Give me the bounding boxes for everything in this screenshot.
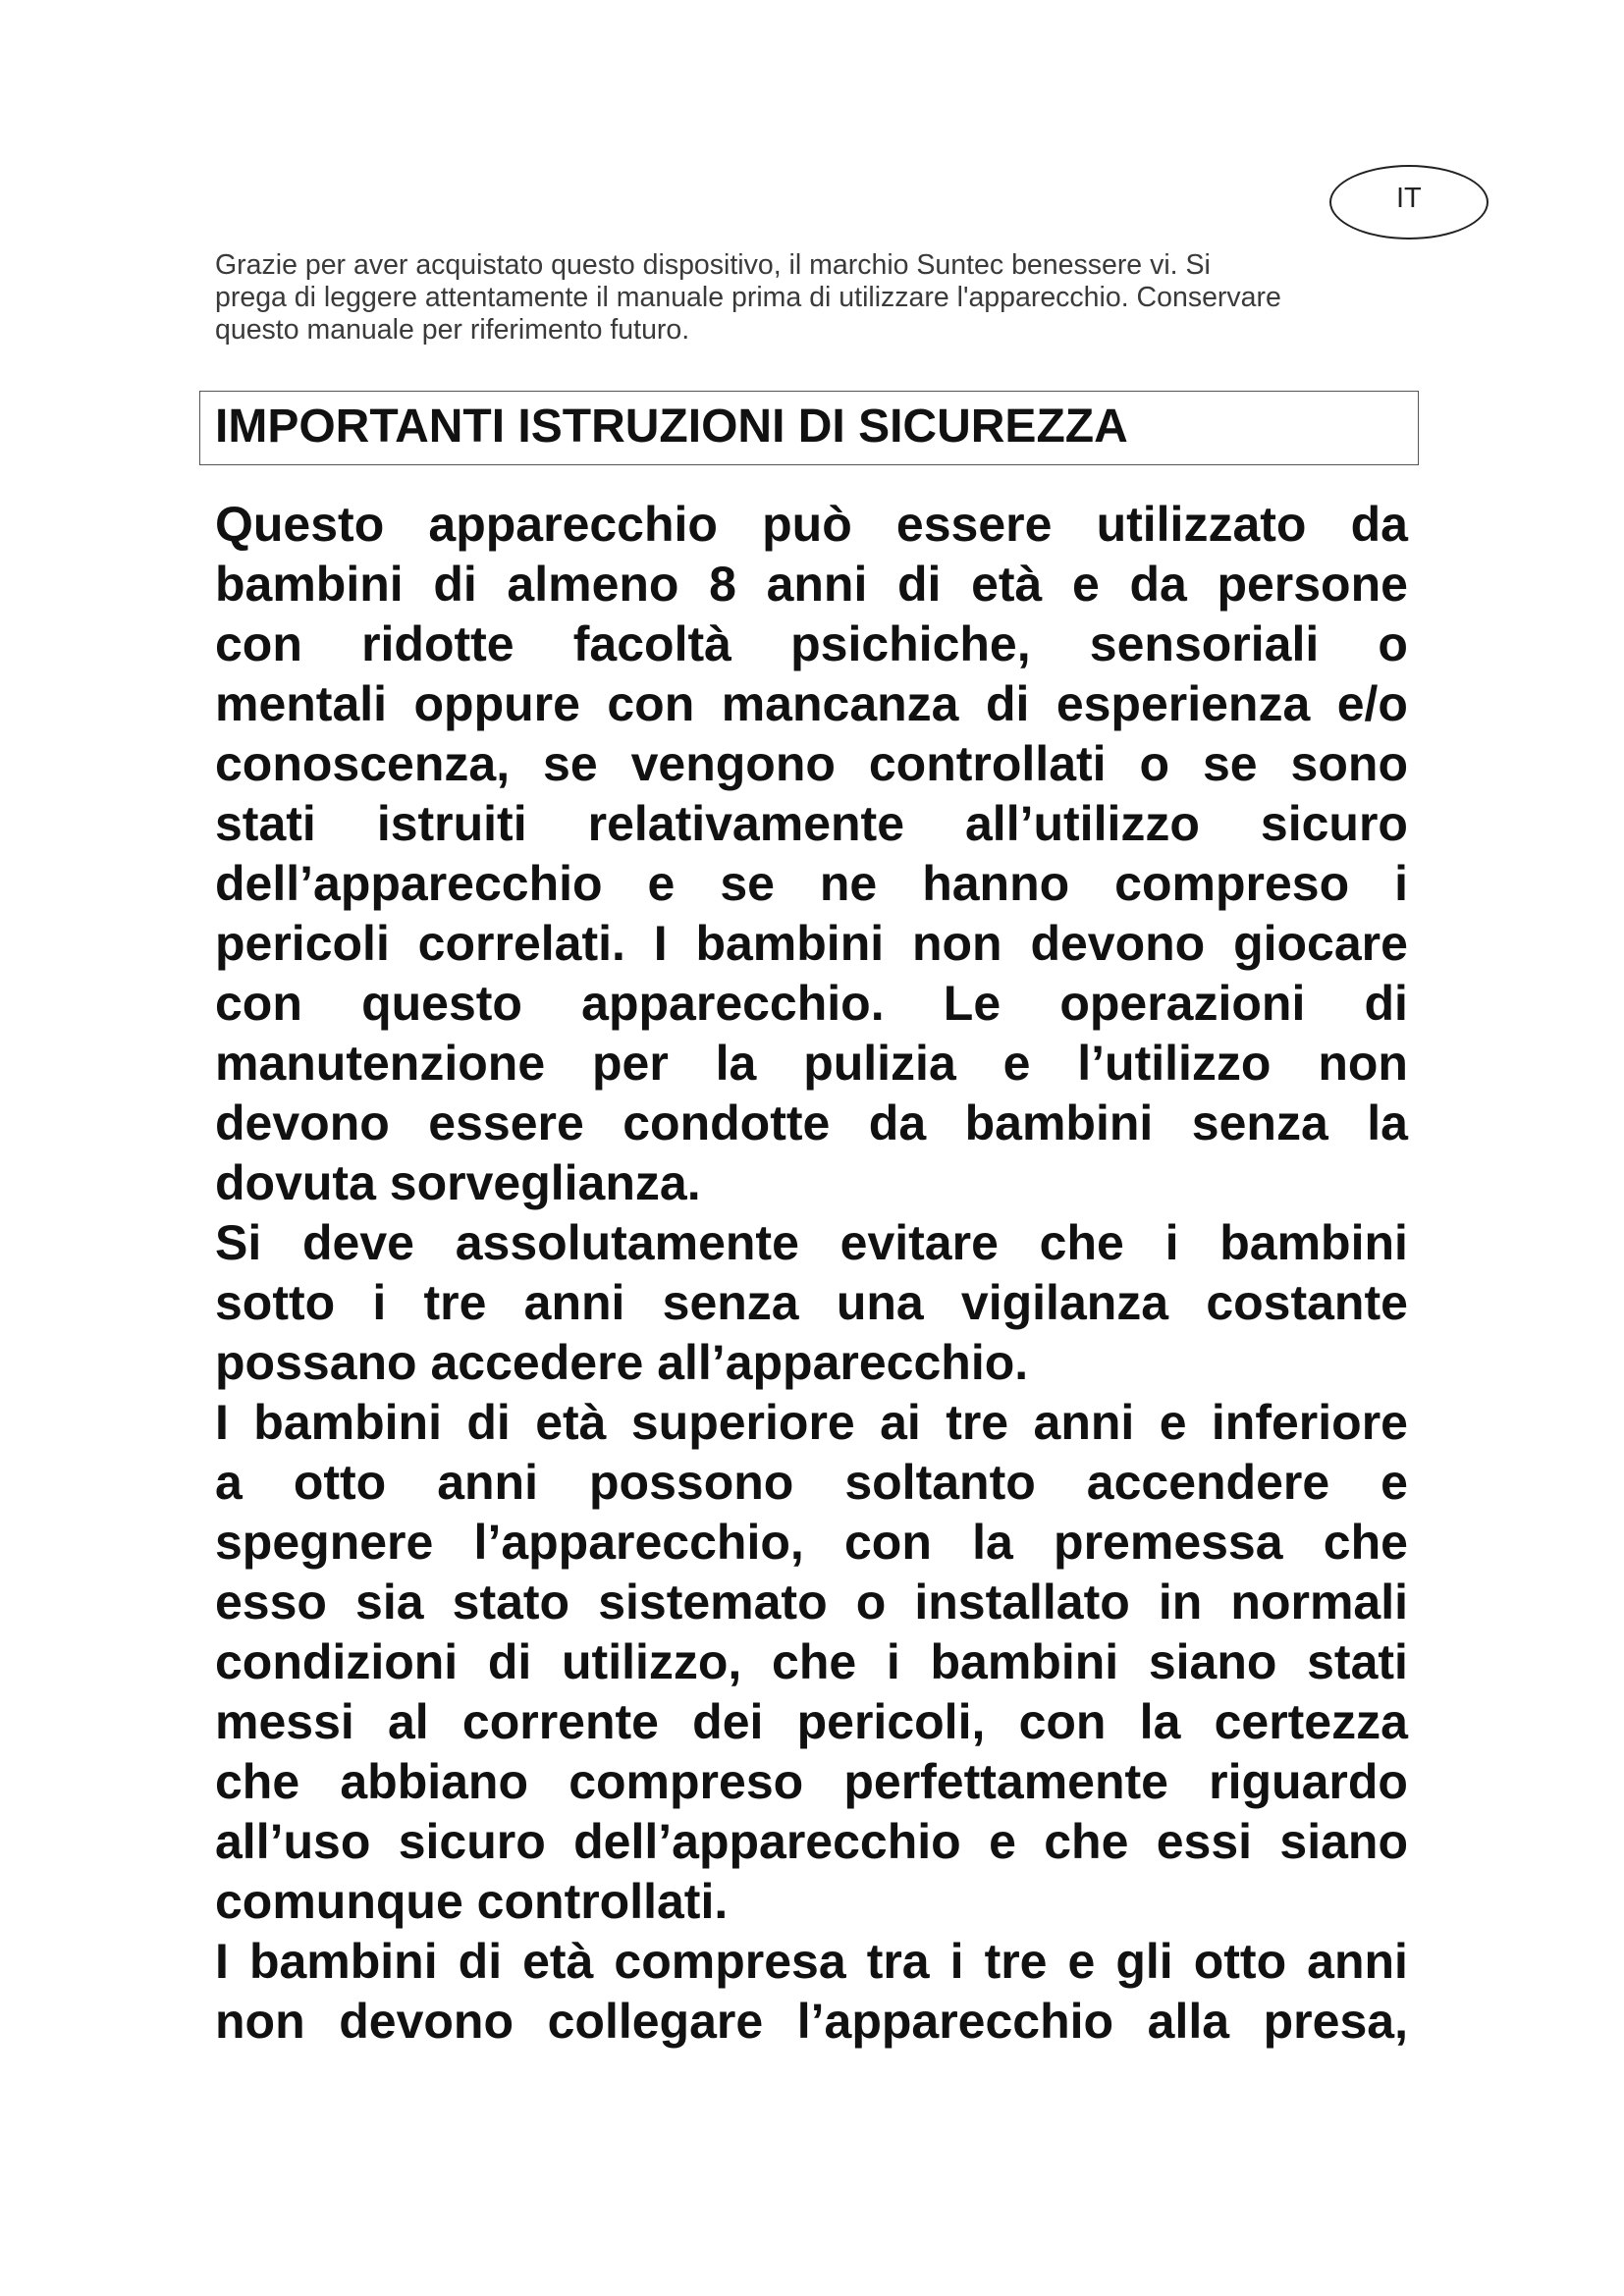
- body-word: otto: [1193, 1934, 1287, 1989]
- body-word: Questo: [215, 497, 385, 552]
- body-word: che: [1039, 1215, 1124, 1270]
- body-word: condotte: [623, 1095, 831, 1150]
- body-line: [215, 1573, 1408, 1632]
- body-word: corrente: [461, 1694, 659, 1749]
- body-word: possono: [589, 1455, 794, 1510]
- body-word: anni: [1307, 1934, 1408, 1989]
- body-word: compreso: [1114, 856, 1350, 911]
- body-word: età: [522, 1934, 594, 1989]
- body-word: essere: [895, 497, 1053, 552]
- body-word: con: [607, 676, 695, 731]
- body-word: gli: [1115, 1934, 1173, 1989]
- body-word: tre: [423, 1275, 487, 1330]
- body-word: età: [535, 1395, 607, 1450]
- body-word: una: [836, 1275, 924, 1330]
- body-word: sia: [355, 1575, 424, 1629]
- body-word: a: [215, 1455, 243, 1510]
- body-word: bambini: [964, 1095, 1154, 1150]
- body-line: [215, 1213, 1408, 1273]
- body-word: o: [1139, 736, 1170, 791]
- body-word: otto: [293, 1455, 387, 1510]
- body-line: [215, 1932, 1408, 1992]
- body-word: presa,: [1263, 1994, 1408, 2049]
- body-word: i: [1394, 856, 1408, 911]
- body-word: e: [1002, 1036, 1031, 1091]
- body-word: esperienza: [1056, 676, 1311, 731]
- body-line: [215, 1034, 1408, 1094]
- body-word: Le: [943, 976, 1001, 1031]
- body-word: messi: [215, 1694, 354, 1749]
- body-word: per: [591, 1036, 669, 1091]
- body-line: [215, 1752, 1408, 1812]
- body-word: anni: [523, 1275, 625, 1330]
- body-word: riguardo: [1209, 1754, 1408, 1809]
- body-word: perfettamente: [843, 1754, 1168, 1809]
- body-word: superiore: [630, 1395, 855, 1450]
- body-line: [215, 1632, 1408, 1692]
- body-line: [215, 1393, 1408, 1453]
- body-word: la: [972, 1515, 1013, 1570]
- body-word: la: [1139, 1694, 1181, 1749]
- body-word: non: [911, 916, 1002, 971]
- body-word: sotto: [215, 1275, 336, 1330]
- body-word: mentali: [215, 676, 388, 731]
- body-word: di: [985, 676, 1030, 731]
- body-word: l’apparecchio,: [473, 1515, 804, 1570]
- body-word: in: [1158, 1575, 1203, 1629]
- body-word: non: [1318, 1036, 1408, 1091]
- body-word: se: [720, 856, 775, 911]
- body-word: assolutamente: [455, 1215, 799, 1270]
- body-word: la: [715, 1036, 757, 1091]
- intro-line: questo manuale per riferimento futuro.: [215, 314, 690, 346]
- body-word: anni: [766, 557, 868, 612]
- body-word: e: [1071, 557, 1100, 612]
- language-badge: [1329, 165, 1489, 240]
- body-word: manutenzione: [215, 1036, 546, 1091]
- body-word: o: [855, 1575, 887, 1629]
- body-word: se: [543, 736, 598, 791]
- body-word: sicuro: [1260, 796, 1408, 851]
- body-word: che: [1323, 1515, 1408, 1570]
- body-word: compresa: [614, 1934, 846, 1989]
- body-word: vengono: [630, 736, 836, 791]
- body-word: anni: [1033, 1395, 1135, 1450]
- body-word: collegare: [547, 1994, 764, 2049]
- body-word: premessa: [1054, 1515, 1283, 1570]
- body-word: bambini: [253, 1395, 442, 1450]
- body-word: accendere: [1086, 1455, 1330, 1510]
- body-word: devono: [1030, 916, 1206, 971]
- body-word: se: [1202, 736, 1258, 791]
- body-word: di: [458, 1934, 503, 1989]
- body-word: la: [1367, 1095, 1408, 1150]
- body-word: bambini: [930, 1634, 1119, 1689]
- body-word: questo: [361, 976, 522, 1031]
- body-word: pulizia: [803, 1036, 956, 1091]
- section-title-box: [199, 391, 1419, 465]
- body-word: stati: [1307, 1634, 1408, 1689]
- body-word: evitare: [839, 1215, 999, 1270]
- body-word: può: [762, 497, 852, 552]
- body-word: di: [487, 1634, 532, 1689]
- body-line: [215, 914, 1408, 974]
- body-line: [215, 555, 1408, 614]
- body-word: deve: [302, 1215, 414, 1270]
- body-word: stato: [452, 1575, 570, 1629]
- body-word: spegnere: [215, 1515, 434, 1570]
- body-word: sistemato: [598, 1575, 828, 1629]
- section-title: IMPORTANTI ISTRUZIONI DI SICUREZZA: [215, 400, 1128, 453]
- body-word: o: [1378, 616, 1408, 671]
- body-word: normali: [1230, 1575, 1408, 1629]
- body-word: abbiano: [340, 1754, 529, 1809]
- body-word: operazioni: [1059, 976, 1306, 1031]
- body-word: all’uso: [215, 1814, 371, 1869]
- body-word: oppure: [413, 676, 580, 731]
- body-word: essere: [428, 1095, 584, 1150]
- body-word: utilizzato: [1096, 497, 1307, 552]
- body-word: l’apparecchio: [796, 1994, 1114, 2049]
- body-word: senza: [1191, 1095, 1328, 1150]
- body-word: con: [215, 616, 302, 671]
- body-word: sono: [1290, 736, 1408, 791]
- body-word: devono: [339, 1994, 514, 2049]
- body-word: vigilanza: [960, 1275, 1169, 1330]
- body-word: bambini: [695, 916, 885, 971]
- body-word: da: [1129, 557, 1187, 612]
- body-word: inferiore: [1211, 1395, 1408, 1450]
- body-word: da: [1350, 497, 1408, 552]
- body-line: [215, 614, 1408, 674]
- body-line: possano accedere all’apparecchio.: [215, 1335, 1029, 1390]
- body-word: ne: [819, 856, 878, 911]
- body-word: istruiti: [376, 796, 527, 851]
- body-word: e: [1067, 1934, 1096, 1989]
- body-word: non: [215, 1994, 305, 2049]
- body-word: siano: [1148, 1634, 1277, 1689]
- body-word: con: [844, 1515, 932, 1570]
- body-line: [215, 1812, 1408, 1872]
- body-line: [215, 1513, 1408, 1573]
- body-word: bambini: [1219, 1215, 1408, 1270]
- body-word: età: [971, 557, 1043, 612]
- body-word: dei: [692, 1694, 764, 1749]
- body-word: pericoli,: [796, 1694, 986, 1749]
- intro-line: prega di leggere attentamente il manuale prima di utilizzare l'apparecchio. Conservare: [215, 282, 1281, 313]
- body-word: mancanza: [721, 676, 959, 731]
- body-word: al: [387, 1694, 429, 1749]
- body-word: devono: [215, 1095, 390, 1150]
- body-word: almeno: [507, 557, 679, 612]
- body-word: con: [215, 976, 302, 1031]
- body-word: correlati.: [417, 916, 625, 971]
- body-word: essi: [1156, 1814, 1253, 1869]
- body-word: soltanto: [844, 1455, 1036, 1510]
- body-word: dell’apparecchio: [215, 856, 603, 911]
- body-word: tre: [946, 1395, 1009, 1450]
- body-word: da: [868, 1095, 927, 1150]
- body-word: relativamente: [587, 796, 904, 851]
- body-line: [215, 1692, 1408, 1752]
- body-word: giocare: [1233, 916, 1408, 971]
- body-word: bambini: [215, 557, 404, 612]
- body-line: [215, 854, 1408, 914]
- body-word: facoltà: [572, 616, 731, 671]
- body-word: all’utilizzo: [965, 796, 1200, 851]
- language-badge-label: IT: [1396, 183, 1422, 214]
- body-word: i: [949, 1934, 964, 1989]
- body-word: anni: [437, 1455, 538, 1510]
- body-word: senza: [662, 1275, 799, 1330]
- body-word: e/o: [1336, 676, 1408, 731]
- body-line: dovuta sorveglianza.: [215, 1155, 701, 1210]
- body-word: che: [215, 1754, 300, 1809]
- body-line: [215, 1094, 1408, 1153]
- body-word: I: [215, 1395, 229, 1450]
- body-line: [215, 1273, 1408, 1333]
- body-word: Si: [215, 1215, 262, 1270]
- body-word: ai: [880, 1395, 921, 1450]
- body-word: bambini: [248, 1934, 438, 1989]
- body-word: stati: [215, 796, 316, 851]
- body-line: [215, 495, 1408, 555]
- body-word: i: [886, 1634, 900, 1689]
- body-word: sicuro: [398, 1814, 546, 1869]
- body-word: psichiche,: [790, 616, 1031, 671]
- body-word: di: [433, 557, 477, 612]
- body-word: I: [653, 916, 668, 971]
- body-word: di: [466, 1395, 511, 1450]
- body-word: conoscenza,: [215, 736, 511, 791]
- body-word: pericoli: [215, 916, 390, 971]
- body-word: tra: [866, 1934, 930, 1989]
- body-word: e: [989, 1814, 1016, 1869]
- body-line: [215, 1992, 1408, 2052]
- body-word: ridotte: [361, 616, 514, 671]
- body-word: dell’apparecchio: [573, 1814, 961, 1869]
- body-word: e: [647, 856, 676, 911]
- body-word: e: [1159, 1395, 1187, 1450]
- body-word: condizioni: [215, 1634, 459, 1689]
- body-word: costante: [1206, 1275, 1408, 1330]
- body-line: [215, 974, 1408, 1034]
- body-word: di: [1364, 976, 1408, 1031]
- body-word: apparecchio.: [581, 976, 885, 1031]
- body-word: controllati: [868, 736, 1107, 791]
- body-line: comunque controllati.: [215, 1874, 729, 1929]
- body-line: [215, 674, 1408, 734]
- body-word: 8: [709, 557, 736, 612]
- body-word: persone: [1217, 557, 1408, 612]
- body-word: sensoriali: [1089, 616, 1320, 671]
- body-word: I: [215, 1934, 229, 1989]
- body-word: che: [772, 1634, 857, 1689]
- body-word: con: [1018, 1694, 1107, 1749]
- body-word: i: [1164, 1215, 1179, 1270]
- body-word: hanno: [922, 856, 1070, 911]
- body-word: che: [1044, 1814, 1129, 1869]
- body-word: alla: [1147, 1994, 1230, 2049]
- body-word: certezza: [1214, 1694, 1408, 1749]
- body-word: installato: [914, 1575, 1130, 1629]
- body-word: i: [372, 1275, 387, 1330]
- body-word: e: [1380, 1455, 1408, 1510]
- body-word: utilizzo,: [562, 1634, 742, 1689]
- body-word: l’utilizzo: [1077, 1036, 1272, 1091]
- body-word: apparecchio: [428, 497, 718, 552]
- body-line: [215, 1453, 1408, 1513]
- intro-paragraph: [215, 249, 1413, 347]
- safety-instructions-text: [215, 495, 1408, 2052]
- body-word: esso: [215, 1575, 327, 1629]
- body-line: [215, 734, 1408, 794]
- body-line: [215, 794, 1408, 854]
- body-word: tre: [984, 1934, 1048, 1989]
- body-word: compreso: [568, 1754, 804, 1809]
- body-word: di: [897, 557, 942, 612]
- intro-line: Grazie per aver acquistato questo dispositivo, il marchio Suntec benessere vi. Si: [215, 249, 1211, 281]
- body-word: siano: [1279, 1814, 1408, 1869]
